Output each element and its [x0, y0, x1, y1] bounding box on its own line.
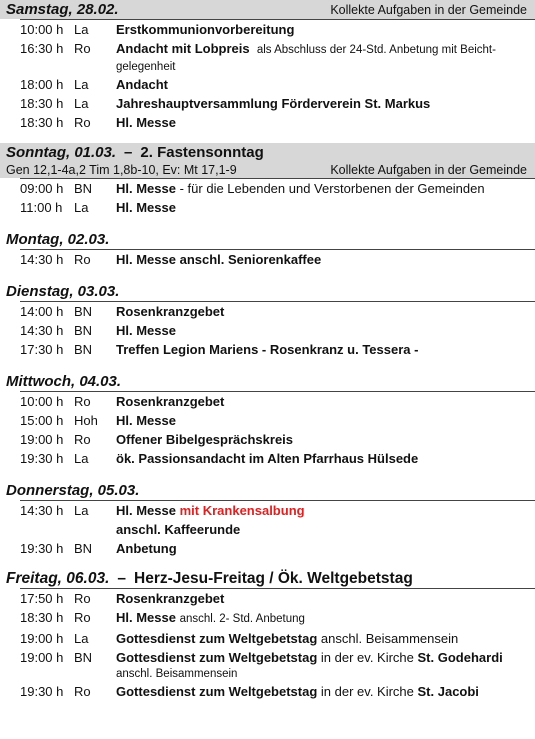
- event-row: [20, 682, 535, 701]
- day-title: Freitag, 06.03.: [6, 570, 110, 587]
- event-row: [20, 321, 535, 340]
- event-time: 16:30 h: [20, 41, 64, 56]
- event-title: Hl. Messe: [116, 115, 176, 130]
- event-time: 18:00 h: [20, 77, 64, 92]
- event-description: [116, 179, 535, 198]
- event-time: 15:00 h: [20, 413, 64, 428]
- event-note-continued: anschl. Beisammensein: [116, 668, 238, 680]
- day-subtitle: 2. Fastensonntag: [140, 144, 264, 161]
- event-row-continued: [20, 520, 535, 539]
- event-location: BN: [74, 342, 93, 357]
- event-note-continued: gelegenheit: [116, 61, 176, 73]
- event-time: 14:30 h: [20, 323, 64, 338]
- day-title: Samstag, 28.02.: [6, 1, 119, 18]
- event-title: ök. Passionsandacht im Alten Pfarrhaus Hülsede: [116, 451, 419, 466]
- event-location: Ro: [74, 684, 91, 699]
- title-dash: –: [124, 144, 133, 161]
- title-dash: –: [117, 570, 127, 587]
- event-row: [20, 198, 535, 217]
- event-venue-prefix: in der ev. Kirche: [320, 650, 414, 665]
- day-header: [0, 230, 535, 249]
- day-header: [0, 372, 535, 391]
- event-row: [20, 39, 535, 75]
- event-title: Gottesdienst zum Weltgebetstag: [116, 684, 318, 699]
- event-row: [20, 113, 535, 132]
- event-row: [20, 20, 535, 39]
- event-time: 11:00 h: [20, 200, 63, 215]
- event-location: Ro: [74, 432, 91, 447]
- event-title: Hl. Messe: [116, 503, 176, 518]
- event-time: 14:30 h: [20, 252, 64, 267]
- event-note: - für die Lebenden und Verstorbenen der Gemeinden: [179, 181, 485, 196]
- day-title: Montag, 02.03.: [6, 231, 110, 248]
- event-row: [20, 539, 535, 558]
- event-time: 14:30 h: [20, 503, 64, 518]
- event-description: [116, 648, 535, 682]
- event-time: 18:30 h: [20, 115, 64, 130]
- day-header: [0, 481, 535, 500]
- event-title: Hl. Messe: [116, 323, 176, 338]
- event-description: [116, 608, 535, 629]
- event-row: [20, 589, 535, 608]
- event-note: anschl. 2- Std. Anbetung: [179, 613, 305, 625]
- event-location: BN: [74, 541, 93, 556]
- day-thursday: [0, 481, 535, 558]
- day-sunday: [0, 143, 535, 217]
- day-wednesday: [0, 372, 535, 468]
- event-row: [20, 392, 535, 411]
- event-location: La: [74, 96, 89, 111]
- event-venue-prefix: in der ev. Kirche: [320, 684, 414, 699]
- event-description: [116, 39, 535, 75]
- event-continuation: anschl. Kaffeerunde: [116, 522, 241, 537]
- event-title: Offener Bibelgesprächskreis: [116, 432, 294, 447]
- day-tuesday: [0, 282, 535, 359]
- day-monday: [0, 230, 535, 269]
- event-title: Andacht: [116, 77, 168, 92]
- day-header: [0, 569, 535, 588]
- event-description: [116, 501, 535, 520]
- event-title: Erstkommunionvorbereitung: [116, 22, 295, 37]
- event-location: La: [74, 77, 89, 92]
- event-title: Gottesdienst zum Weltgebetstag: [116, 650, 318, 665]
- event-title: Hl. Messe: [116, 181, 176, 196]
- event-location: BN: [74, 650, 93, 665]
- event-time: 19:00 h: [20, 631, 64, 646]
- day-title: Dienstag, 03.03.: [6, 283, 120, 300]
- day-header: [0, 143, 535, 162]
- event-time: 17:30 h: [20, 342, 64, 357]
- event-time: 18:30 h: [20, 96, 64, 111]
- day-title: Sonntag, 01.03.: [6, 144, 117, 161]
- event-venue: St. Godehardi: [417, 650, 503, 665]
- event-location: Ro: [74, 394, 91, 409]
- event-row: [20, 449, 535, 468]
- event-note: anschl. Beisammensein: [320, 631, 459, 646]
- event-highlight: mit Krankensalbung: [179, 503, 305, 518]
- event-location: BN: [74, 304, 93, 319]
- event-title: Hl. Messe: [116, 413, 176, 428]
- event-location: Hoh: [74, 413, 98, 428]
- event-time: 19:30 h: [20, 684, 64, 699]
- event-time: 19:00 h: [20, 650, 64, 665]
- event-title: Hl. Messe: [116, 610, 176, 625]
- event-note: als Abschluss der 24-Std. Anbetung mit Beicht-: [256, 44, 496, 56]
- event-location: Ro: [74, 41, 91, 56]
- event-title: Andacht mit Lobpreis: [116, 41, 250, 56]
- day-friday: [0, 569, 535, 701]
- event-location: Ro: [74, 115, 91, 130]
- event-description: [116, 629, 535, 648]
- event-title: Anbetung: [116, 541, 177, 556]
- event-title: Rosenkranzgebet: [116, 591, 225, 606]
- event-title: Hl. Messe anschl. Seniorenkaffee: [116, 252, 322, 267]
- readings: Gen 12,1-4a,2 Tim 1,8b-10, Ev: Mt 17,1-9: [6, 163, 237, 177]
- event-row: [20, 94, 535, 113]
- event-row: [20, 179, 535, 198]
- event-location: Ro: [74, 591, 91, 606]
- day-subtitle: Herz-Jesu-Freitag / Ök. Weltgebetstag: [134, 570, 413, 587]
- event-row: [20, 608, 535, 629]
- event-time: 18:30 h: [20, 610, 64, 625]
- collecte-note: Kollekte Aufgaben in der Gemeinde: [330, 3, 527, 17]
- event-time: 10:00 h: [20, 22, 64, 37]
- event-row: [20, 411, 535, 430]
- collecte-note: Kollekte Aufgaben in der Gemeinde: [330, 163, 527, 177]
- event-location: Ro: [74, 252, 91, 267]
- event-title: Rosenkranzgebet: [116, 394, 225, 409]
- event-time: 19:00 h: [20, 432, 64, 447]
- event-time: 09:00 h: [20, 181, 64, 196]
- event-location: La: [74, 503, 89, 518]
- event-row: [20, 302, 535, 321]
- event-time: 17:50 h: [20, 591, 64, 606]
- day-header: [0, 0, 535, 19]
- event-time: 10:00 h: [20, 394, 64, 409]
- day-saturday: [0, 0, 535, 132]
- event-location: La: [74, 451, 89, 466]
- event-row: [20, 501, 535, 520]
- day-header: [0, 282, 535, 301]
- day-title: Mittwoch, 04.03.: [6, 373, 122, 390]
- event-time: 14:00 h: [20, 304, 64, 319]
- event-title: Jahreshauptversammlung Förderverein St. Markus: [116, 96, 431, 111]
- event-time: 19:30 h: [20, 451, 64, 466]
- event-row: [20, 250, 535, 269]
- day-title: Donnerstag, 05.03.: [6, 482, 140, 499]
- event-location: La: [74, 631, 89, 646]
- event-title: Treffen Legion Mariens - Rosenkranz u. Tessera -: [116, 342, 419, 357]
- event-location: La: [74, 22, 89, 37]
- event-title: Hl. Messe: [116, 200, 176, 215]
- event-title: Gottesdienst zum Weltgebetstag: [116, 631, 318, 646]
- event-row: [20, 648, 535, 682]
- event-location: BN: [74, 181, 93, 196]
- event-row: [20, 75, 535, 94]
- event-title: Rosenkranzgebet: [116, 304, 225, 319]
- event-row: [20, 430, 535, 449]
- event-description: [116, 682, 535, 701]
- event-time: 19:30 h: [20, 541, 64, 556]
- readings-row: [0, 162, 535, 178]
- event-row: [20, 340, 535, 359]
- event-venue: St. Jacobi: [417, 684, 479, 699]
- event-location: BN: [74, 323, 93, 338]
- event-location: La: [74, 200, 89, 215]
- event-row: [20, 629, 535, 648]
- event-location: Ro: [74, 610, 91, 625]
